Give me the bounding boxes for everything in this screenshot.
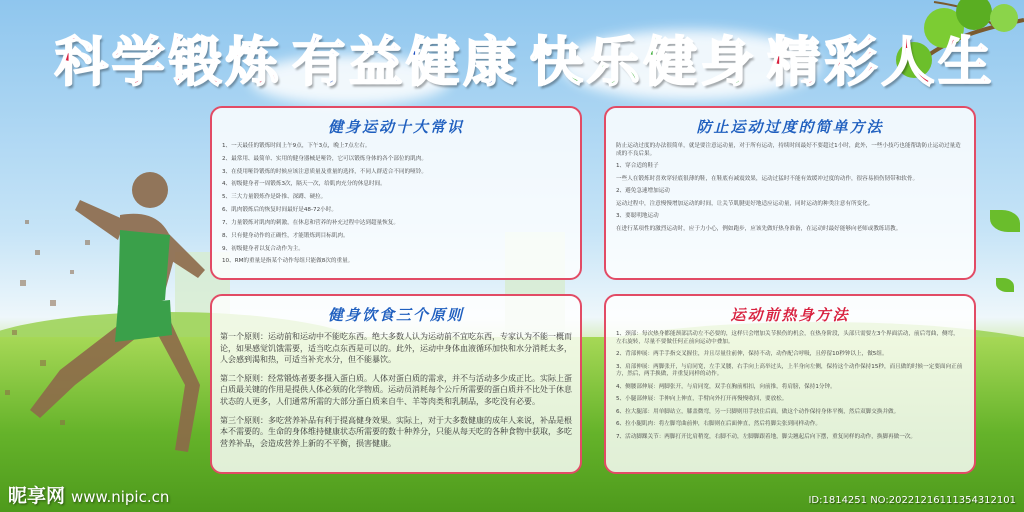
paragraph: 第三个原则：多吃营养补品有利于提高健身效果。实际上，对于大多数健康的成年人来说，补品是根本不需要的。生命的身体维持健康状态所需要的数十种养分，只能从每天吃的各种食物中获取，多吃营养补品，会造成营养上新的不平衡，损害健康。 — [220, 415, 572, 448]
headline-phrase-2: 有益健康 — [292, 32, 521, 93]
headline-phrase-4: 精彩人生 — [767, 32, 996, 93]
list-item: 1、一天最佳的锻炼时间上午9点，下午3点，晚上7点左右。 — [222, 143, 371, 149]
runner-figure — [0, 160, 215, 470]
panel-title: 健身饮食三个原则 — [327, 306, 464, 324]
list-item: 2、最常用、最简单、实用的健身器械是哑铃，它可以锻炼身体的各个部位的肌肉。 — [222, 155, 427, 162]
panel-title: 健身运动十大常识 — [327, 118, 464, 136]
paragraph: 一些人在锻炼时喜欢穿轻底很薄的鞋，在鞋底有减震效果，运动过猛时不能有效缓冲过度的动作，很容易损伤韧带和软骨。 — [616, 175, 919, 182]
watermark-url: www.nipic.cn — [71, 488, 170, 506]
headline-phrase-3: 快乐健身 — [529, 32, 758, 93]
headline — [50, 22, 1000, 94]
paragraph: 7、活动脚踝关节：两脚打开比肩稍宽，右脚不动，左脚脚跟着地，脚尖翘起后向下摆，重复同样的动作，换脚再做一次。 — [616, 433, 917, 440]
paragraph: 4、侧腰部伸展：两脚张开，与肩同宽，双手在胸前相扣，向前推，将肩膀，保持1分钟。 — [616, 383, 836, 390]
panel-exercise-tips — [210, 106, 582, 280]
list-item: 10、RM的重量是指某个动作每组只能做8次的重量。 — [222, 258, 354, 265]
paragraph: 3、要聪明地运动 — [616, 213, 659, 220]
watermark-logo — [8, 481, 169, 508]
paragraph: 6、拉小腿肌肉：将左脚弯曲前伸，右脚则在后面伸直，然后将脚尖张到同样动作。 — [616, 421, 821, 428]
tips-list — [212, 143, 580, 266]
list-item: 8、只有健身动作的正确性，才能锻炼到目标肌肉。 — [222, 232, 349, 239]
list-item: 3、在使用哑铃锻炼的时候应该注意质量及重量的选择，不同人群适合不同的哑铃。 — [222, 168, 427, 175]
panel-title: 防止运动过度的简单方法 — [696, 118, 884, 136]
panel-title: 运动前热身方法 — [730, 306, 850, 324]
watermark-id: ID:1814251 NO:20221216111354312101 — [808, 495, 1016, 506]
list-item: 5、三大力量锻炼作是卧推、深蹲、硬拉。 — [222, 194, 327, 201]
paragraph: 1、穿合适的鞋子 — [616, 163, 659, 170]
panel-diet-principles — [210, 294, 582, 474]
panel-prevent-overtraining — [604, 106, 976, 280]
paragraph: 第二个原则：经常锻炼者要多摄入蛋白质。人体对蛋白质的需求，并不与活动多少成正比。实际上蛋白质最关键的作用是提供人体必须的化学物质。运动员消耗每个公斤所需要的蛋白质并不比处于休息状态的人更多，人们通常所需的大部分蛋白质来自牛、羊等肉类和乳制品，多吃没有必要。 — [220, 373, 572, 406]
paragraph: 2、避免急速增加运动 — [616, 188, 670, 195]
paragraph: 1、颈部：每次热身都能颈部活动左不必要的，这样只会增加关节损伤的机会，在热身阶段，头部只需要左3个界面活动，前后弯曲，侧弯，左右旋转，尽量不要做任何正前向运动中叠加。 — [616, 331, 959, 345]
headline-phrase-1: 科学锻炼 — [54, 32, 283, 93]
paragraph: 防止运动过度的办法很简单，就是要注意运动量，对于所有运动，持续时间最好不要超过1小时，此外，一些小技巧也能帮助防止运动过量造成的不良后果。 — [616, 143, 961, 157]
paragraph: 2、背部伸展：两手手指交叉握住，并且尽量往前伸，保持不动，动作配合呼吸，且停留10秒钟以上，做5组。 — [616, 351, 888, 358]
paragraph: 5、小腿部伸展：手伸向上伸直，手臂向外打开再慢慢收回，要放松。 — [616, 396, 788, 403]
watermark-site: 昵享网 — [8, 485, 66, 507]
paragraph: 6、拉大腿部：用单脚站立，膝盖微弯，另一只脚则用手扶住后面，做这个动作保持身体平衡，然后双脚交换并做。 — [616, 408, 900, 415]
list-item: 7、力量锻炼对肌肉的刺激，在休息和营养的补充过程中达到超量恢复。 — [222, 219, 399, 226]
paragraph: 在进行某项性的激烈运动时，应于力小心，例如跑步，应该先做好热身准备，在运动时最好能够向老师或教练请教。 — [616, 225, 902, 232]
paragraph: 第一个原则：运动前和运动中不能吃东西。绝大多数人认为运动前不宜吃东西，专家认为不能一概而论，如果感觉饥饿需要，适当吃点东西是可以的。此外，运动中身体血液循环加快和水分消耗太多，人会感到渴和热，可适当补充水分，但不能暴饮。 — [220, 332, 572, 365]
list-item: 4、初级健身者一周锻炼3次，隔天一次，给肌肉充分的休息时间。 — [222, 181, 386, 188]
paragraph: 3、肩部伸展：两脚张开，与肩同宽，左手叉腰，右手向上高举过头，上半身向左侧，保持这个动作保持15秒，而且做的时候一定要面向正前方，然后，两手换做，并重复同样的动作。 — [616, 363, 963, 378]
list-item: 6、肌肉锻炼后的恢复时间最好是48-72小时。 — [222, 207, 337, 214]
panel-warmup-methods — [604, 294, 976, 474]
leaf-decoration — [996, 278, 1014, 292]
paragraph: 运动过程中，注意慢慢增加运动的时间，让关节肌腱更好地适应运动量，同时运动的种类注意有所变化。 — [616, 200, 874, 207]
list-item: 9、初级健身者以复合动作为主。 — [222, 245, 304, 252]
